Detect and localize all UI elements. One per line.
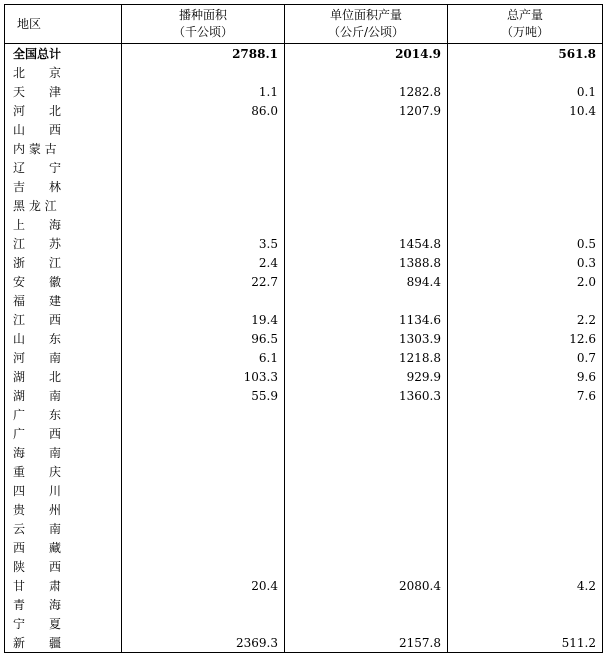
table-row	[5, 386, 603, 405]
table-row	[5, 234, 603, 253]
header-yield-per-unit	[285, 5, 448, 44]
sown-area-cell	[122, 405, 285, 424]
yield-cell	[285, 557, 448, 576]
total-output-cell: 0.7	[448, 348, 603, 367]
sown-area-cell	[122, 63, 285, 82]
header-yield-per-unit-label: 单位面积产量	[329, 8, 402, 22]
header-total-output-unit: （万吨）	[500, 25, 549, 39]
yield-cell	[285, 139, 448, 158]
total-output-cell: 561.8	[448, 44, 603, 64]
total-output-cell	[448, 519, 603, 538]
total-output-cell	[448, 481, 603, 500]
table-row	[5, 367, 603, 386]
table-row	[5, 500, 603, 519]
yield-cell	[285, 177, 448, 196]
region-cell: 河 北	[5, 101, 122, 120]
total-output-cell: 9.6	[448, 367, 603, 386]
region-cell: 江 西	[5, 310, 122, 329]
header-yield-per-unit-unit: （公斤/公顷）	[327, 25, 405, 39]
table-row	[5, 253, 603, 272]
yield-cell	[285, 443, 448, 462]
region-cell: 贵 州	[5, 500, 122, 519]
table-row	[5, 348, 603, 367]
yield-cell	[285, 424, 448, 443]
yield-cell: 1134.6	[285, 310, 448, 329]
table-row	[5, 63, 603, 82]
region-cell: 天 津	[5, 82, 122, 101]
yield-cell	[285, 500, 448, 519]
yield-cell	[285, 614, 448, 633]
yield-cell	[285, 196, 448, 215]
sown-area-cell: 2369.3	[122, 633, 285, 653]
total-output-cell: 0.3	[448, 253, 603, 272]
total-output-cell	[448, 139, 603, 158]
region-cell: 海 南	[5, 443, 122, 462]
table-row	[5, 215, 603, 234]
table-row	[5, 614, 603, 633]
table-row	[5, 101, 603, 120]
yield-cell: 1360.3	[285, 386, 448, 405]
region-cell: 甘 肃	[5, 576, 122, 595]
sown-area-cell	[122, 196, 285, 215]
yield-cell: 2080.4	[285, 576, 448, 595]
region-cell: 浙 江	[5, 253, 122, 272]
yield-cell	[285, 481, 448, 500]
yield-cell	[285, 462, 448, 481]
table-row	[5, 443, 603, 462]
table-row	[5, 633, 603, 653]
table-row	[5, 196, 603, 215]
yield-cell	[285, 63, 448, 82]
total-row	[5, 44, 603, 64]
sown-area-cell	[122, 595, 285, 614]
total-output-cell	[448, 177, 603, 196]
header-region-label: 地区	[17, 16, 42, 31]
table-row	[5, 272, 603, 291]
total-output-cell	[448, 443, 603, 462]
yield-cell: 1218.8	[285, 348, 448, 367]
yield-cell: 1454.8	[285, 234, 448, 253]
total-output-cell: 0.1	[448, 82, 603, 101]
sown-area-cell: 2.4	[122, 253, 285, 272]
table-row	[5, 291, 603, 310]
total-output-cell	[448, 614, 603, 633]
total-output-cell	[448, 500, 603, 519]
total-output-cell	[448, 557, 603, 576]
header-total-output-label: 总产量	[506, 8, 543, 22]
sown-area-cell	[122, 481, 285, 500]
table-row	[5, 538, 603, 557]
region-cell: 新 疆	[5, 633, 122, 653]
total-output-cell	[448, 291, 603, 310]
sown-area-cell	[122, 519, 285, 538]
region-cell: 全国总计	[5, 44, 122, 64]
table-row	[5, 595, 603, 614]
region-cell: 湖 北	[5, 367, 122, 386]
region-cell: 青 海	[5, 595, 122, 614]
sown-area-cell: 3.5	[122, 234, 285, 253]
table-row	[5, 462, 603, 481]
region-cell: 上 海	[5, 215, 122, 234]
sown-area-cell: 96.5	[122, 329, 285, 348]
yield-cell: 2014.9	[285, 44, 448, 64]
table-row	[5, 405, 603, 424]
region-cell: 陕 西	[5, 557, 122, 576]
sown-area-cell: 86.0	[122, 101, 285, 120]
sown-area-cell: 6.1	[122, 348, 285, 367]
region-cell: 广 东	[5, 405, 122, 424]
sown-area-cell	[122, 139, 285, 158]
sown-area-cell: 55.9	[122, 386, 285, 405]
yield-cell	[285, 405, 448, 424]
region-cell: 江 苏	[5, 234, 122, 253]
total-output-cell: 10.4	[448, 101, 603, 120]
table-row	[5, 177, 603, 196]
header-row	[5, 5, 603, 44]
yield-cell	[285, 291, 448, 310]
header-sown-area	[122, 5, 285, 44]
sown-area-cell	[122, 557, 285, 576]
region-cell: 四 川	[5, 481, 122, 500]
yield-cell	[285, 538, 448, 557]
sown-area-cell: 1.1	[122, 82, 285, 101]
yield-cell: 1282.8	[285, 82, 448, 101]
total-output-cell: 511.2	[448, 633, 603, 653]
sown-area-cell: 19.4	[122, 310, 285, 329]
sown-area-cell	[122, 500, 285, 519]
total-output-cell: 12.6	[448, 329, 603, 348]
sown-area-cell: 20.4	[122, 576, 285, 595]
total-output-cell	[448, 158, 603, 177]
table-row	[5, 576, 603, 595]
sown-area-cell	[122, 443, 285, 462]
total-output-cell: 4.2	[448, 576, 603, 595]
sown-area-cell	[122, 291, 285, 310]
region-cell: 北 京	[5, 63, 122, 82]
table-body	[5, 44, 603, 653]
yield-cell	[285, 120, 448, 139]
region-cell: 湖 南	[5, 386, 122, 405]
header-sown-area-label: 播种面积	[178, 8, 227, 22]
region-cell: 河 南	[5, 348, 122, 367]
yield-cell	[285, 158, 448, 177]
table-row	[5, 519, 603, 538]
region-cell: 山 西	[5, 120, 122, 139]
table-row	[5, 424, 603, 443]
total-output-cell	[448, 196, 603, 215]
sown-area-cell: 2788.1	[122, 44, 285, 64]
region-cell: 吉 林	[5, 177, 122, 196]
total-output-cell	[448, 462, 603, 481]
region-cell: 重 庆	[5, 462, 122, 481]
sown-area-cell: 103.3	[122, 367, 285, 386]
total-output-cell	[448, 63, 603, 82]
sown-area-cell	[122, 120, 285, 139]
statistics-table	[4, 4, 603, 653]
sown-area-cell	[122, 215, 285, 234]
header-total-output	[448, 5, 603, 44]
sown-area-cell	[122, 158, 285, 177]
header-sown-area-unit: （千公顷）	[172, 25, 233, 39]
yield-cell	[285, 215, 448, 234]
region-cell: 内 蒙 古	[5, 139, 122, 158]
sown-area-cell: 22.7	[122, 272, 285, 291]
total-output-cell	[448, 215, 603, 234]
total-output-cell	[448, 538, 603, 557]
sown-area-cell	[122, 424, 285, 443]
sown-area-cell	[122, 538, 285, 557]
table-row	[5, 557, 603, 576]
region-cell: 云 南	[5, 519, 122, 538]
total-output-cell	[448, 595, 603, 614]
sown-area-cell	[122, 177, 285, 196]
yield-cell: 1388.8	[285, 253, 448, 272]
region-cell: 辽 宁	[5, 158, 122, 177]
table-row	[5, 120, 603, 139]
sown-area-cell	[122, 462, 285, 481]
yield-cell	[285, 595, 448, 614]
region-cell: 黑 龙 江	[5, 196, 122, 215]
table-row	[5, 158, 603, 177]
region-cell: 宁 夏	[5, 614, 122, 633]
table-row	[5, 329, 603, 348]
total-output-cell	[448, 405, 603, 424]
yield-cell: 894.4	[285, 272, 448, 291]
total-output-cell: 0.5	[448, 234, 603, 253]
sown-area-cell	[122, 614, 285, 633]
region-cell: 广 西	[5, 424, 122, 443]
region-cell: 西 藏	[5, 538, 122, 557]
yield-cell: 2157.8	[285, 633, 448, 653]
yield-cell: 1207.9	[285, 101, 448, 120]
table-row	[5, 481, 603, 500]
region-cell: 山 东	[5, 329, 122, 348]
yield-cell: 929.9	[285, 367, 448, 386]
total-output-cell: 7.6	[448, 386, 603, 405]
table-row	[5, 139, 603, 158]
region-cell: 安 徽	[5, 272, 122, 291]
total-output-cell	[448, 424, 603, 443]
table-row	[5, 310, 603, 329]
region-cell: 福 建	[5, 291, 122, 310]
table-row	[5, 82, 603, 101]
header-region	[5, 5, 122, 44]
total-output-cell: 2.2	[448, 310, 603, 329]
total-output-cell: 2.0	[448, 272, 603, 291]
total-output-cell	[448, 120, 603, 139]
yield-cell: 1303.9	[285, 329, 448, 348]
yield-cell	[285, 519, 448, 538]
